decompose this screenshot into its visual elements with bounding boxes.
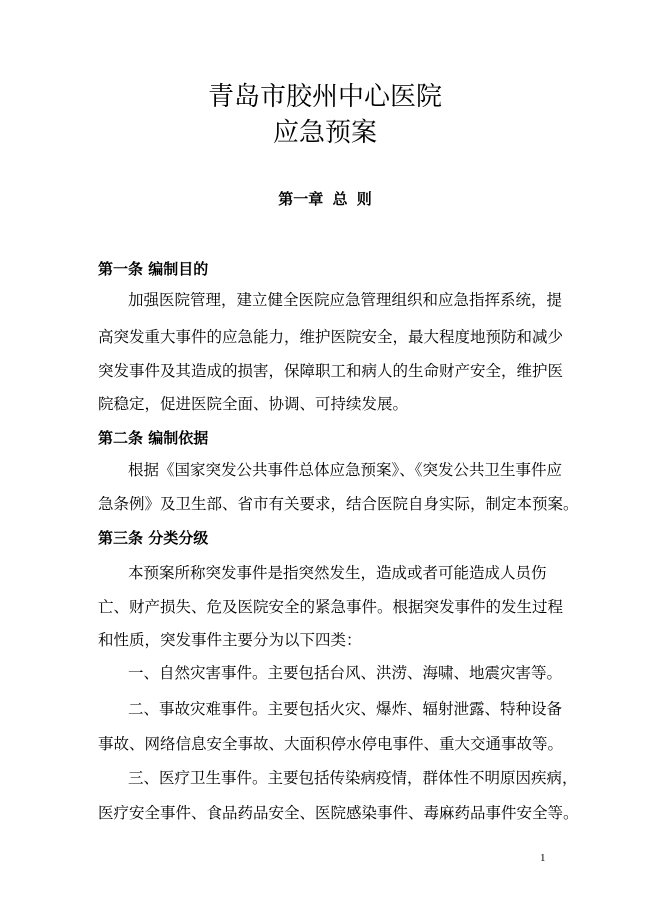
article-3-line-6: 事故、网络信息安全事故、大面积停水停电事件、重大交通事故等。 — [98, 735, 564, 753]
article-3-line-1: 本预案所称突发事件是指突然发生，造成或者可能造成人员伤 — [128, 564, 547, 582]
page-number: 1 — [540, 852, 546, 864]
article-1-line-4: 院稳定，促进医院全面、协调、可持续发展。 — [98, 395, 409, 413]
article-3-line-8: 医疗安全事件、食品药品安全、医院感染事件、毒麻药品事件安全等。 — [98, 804, 579, 822]
article-3-line-5: 二、事故灾难事件。主要包括火灾、爆炸、辐射泄露、特种设备 — [128, 700, 563, 718]
article-3-line-2: 亡、财产损失、危及医院安全的紧急事件。根据突发事件的发生过程 — [98, 598, 564, 616]
article-2-heading: 第二条 编制依据 — [98, 429, 209, 447]
article-3-line-4: 一、自然灾害事件。主要包括台风、洪涝、海啸、地震灾害等。 — [128, 664, 563, 682]
document-title: 青岛市胶州中心医院 — [207, 82, 442, 112]
article-3-line-7: 三、医疗卫生事件。主要包括传染病疫情，群体性不明原因疾病， — [128, 769, 578, 787]
chapter-heading: 第一章 总 则 — [278, 190, 372, 208]
document-subtitle: 应急预案 — [272, 118, 377, 148]
article-2-line-1: 根据《国家突发公共事件总体应急预案》、《突发公共卫生事件应 — [128, 461, 563, 479]
article-1-line-3: 突发事件及其造成的损害，保障职工和病人的生命财产安全，维护医 — [98, 362, 564, 380]
article-3-heading: 第三条 分类分级 — [98, 529, 209, 547]
article-1-line-1: 加强医院管理，建立健全医院应急管理组织和应急指挥系统，提 — [128, 291, 563, 309]
article-1-line-2: 高突发重大事件的应急能力，维护医院安全，最大程度地预防和减少 — [98, 328, 564, 346]
article-3-line-3: 和性质，突发事件主要分为以下四类： — [98, 631, 362, 649]
article-1-heading: 第一条 编制目的 — [98, 260, 209, 278]
article-2-line-2: 急条例》及卫生部、省市有关要求，结合医院自身实际，制定本预案。 — [98, 495, 579, 513]
